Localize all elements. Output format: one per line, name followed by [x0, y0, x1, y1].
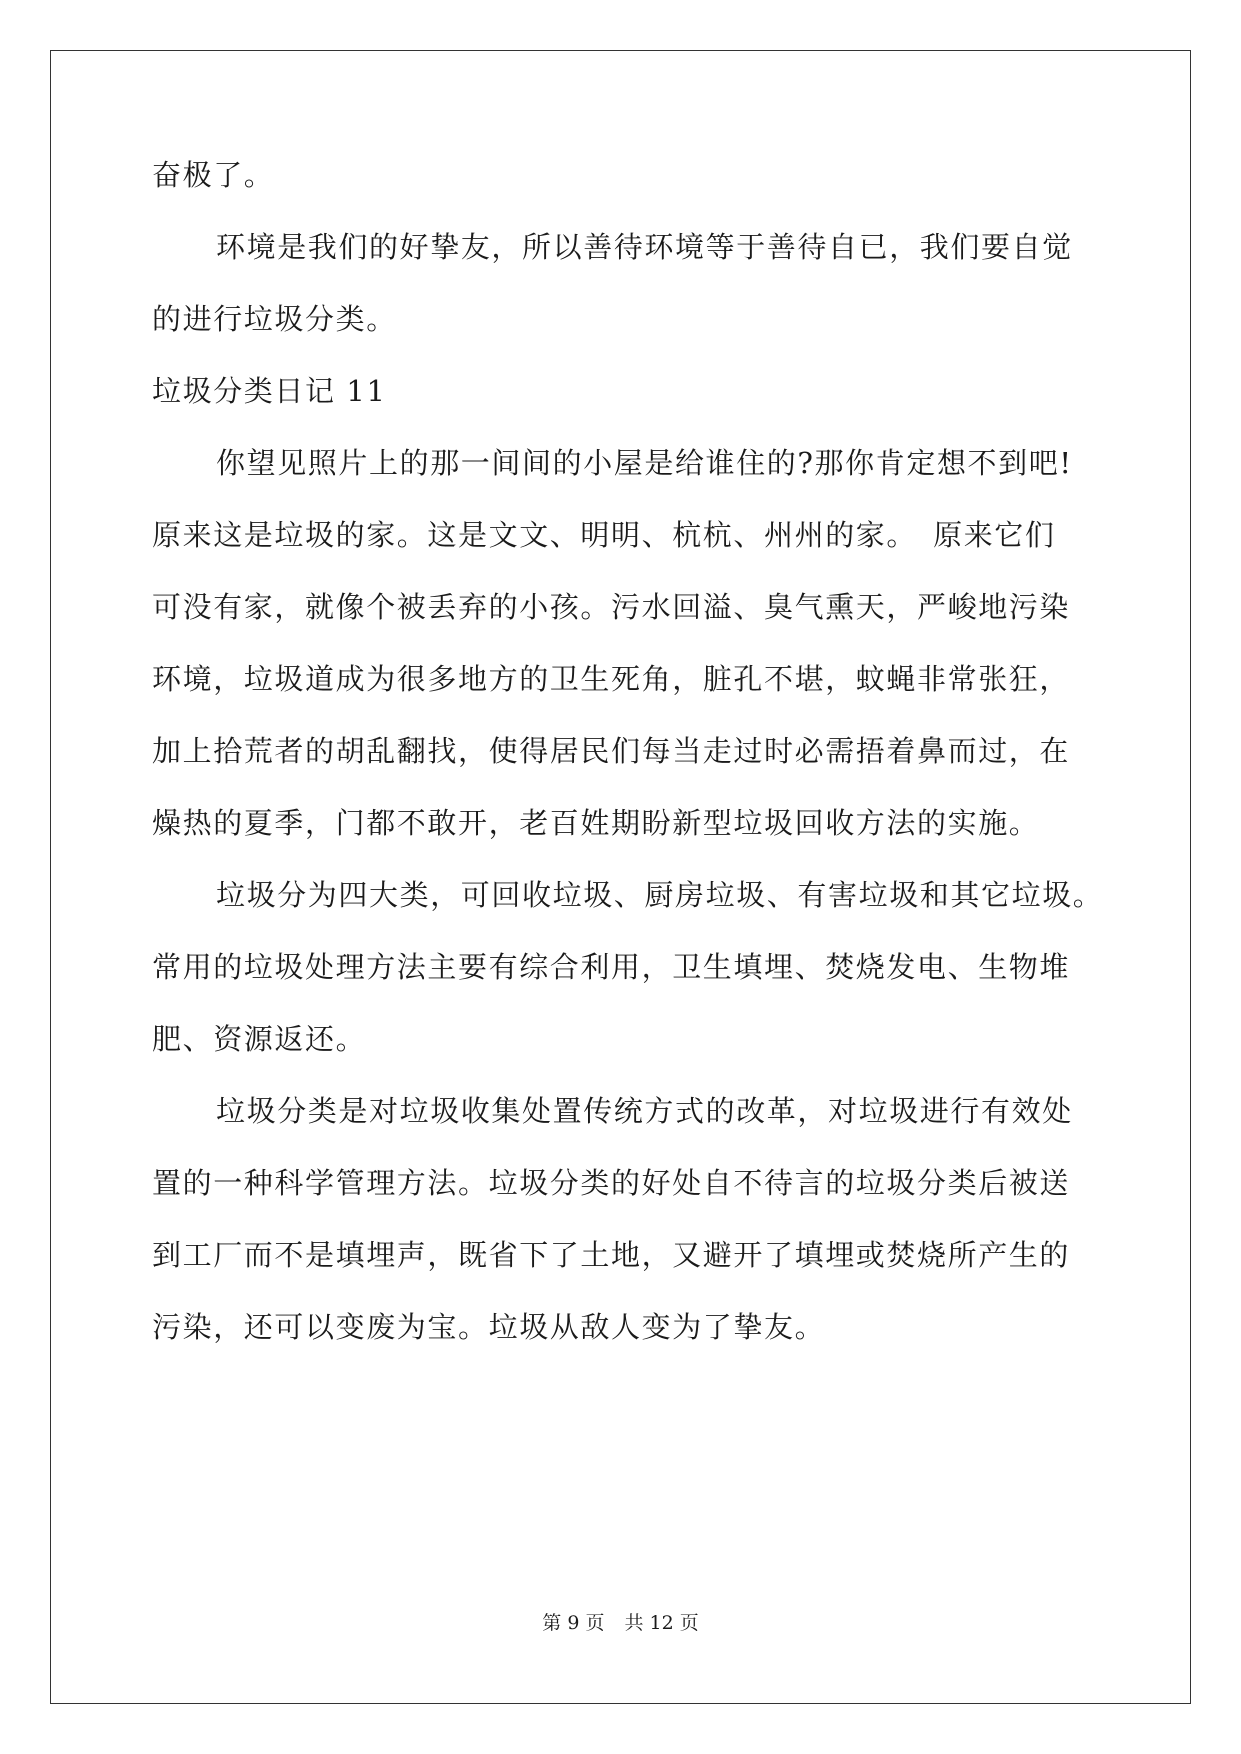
text-line: 污染，还可以变废为宝。垃圾从敌人变为了挚友。 [152, 1310, 826, 1344]
text-line: 原来这是垃圾的家。这是文文、明明、杭杭、州州的家。 原来它们 [152, 518, 1056, 552]
text-line: 肥、资源返还。 [152, 1022, 367, 1056]
paragraph-start: 垃圾分类是对垃圾收集处置传统方式的改革，对垃圾进行有效处 [216, 1094, 1073, 1128]
page-frame [50, 50, 1191, 1704]
text-line: 的进行垃圾分类。 [152, 302, 397, 336]
text-line: 到工厂而不是填埋声，既省下了土地，又避开了填埋或焚烧所产生的 [152, 1238, 1071, 1272]
text-line: 奋极了。 [152, 158, 275, 192]
page-number: 第 9 页 [542, 1612, 605, 1634]
paragraph-start: 垃圾分为四大类，可回收垃圾、厨房垃圾、有害垃圾和其它垃圾。 [216, 878, 1104, 912]
paragraph-start: 环境是我们的好挚友，所以善待环境等于善待自已，我们要自觉 [216, 230, 1073, 264]
page-total: 共 12 页 [624, 1612, 699, 1634]
text-line: 常用的垃圾处理方法主要有综合利用，卫生填埋、焚烧发电、生物堆 [152, 950, 1071, 984]
text-line: 加上拾荒者的胡乱翻找，使得居民们每当走过时必需捂着鼻而过，在 [152, 734, 1071, 768]
text-line: 可没有家，就像个被丢弃的小孩。污水回溢、臭气熏天，严峻地污染 [152, 590, 1071, 624]
text-line: 环境，垃圾道成为很多地方的卫生死角，脏孔不堪，蚊蝇非常张狂， [152, 662, 1071, 696]
section-title: 垃圾分类日记 11 [152, 374, 387, 408]
text-line: 燥热的夏季，门都不敢开，老百姓期盼新型垃圾回收方法的实施。 [152, 806, 1040, 840]
text-line: 置的一种科学管理方法。垃圾分类的好处自不待言的垃圾分类后被送 [152, 1166, 1071, 1200]
paragraph-start: 你望见照片上的那一间间的小屋是给谁住的?那你肯定想不到吧! [216, 446, 1073, 480]
page-footer [0, 1612, 1241, 1634]
